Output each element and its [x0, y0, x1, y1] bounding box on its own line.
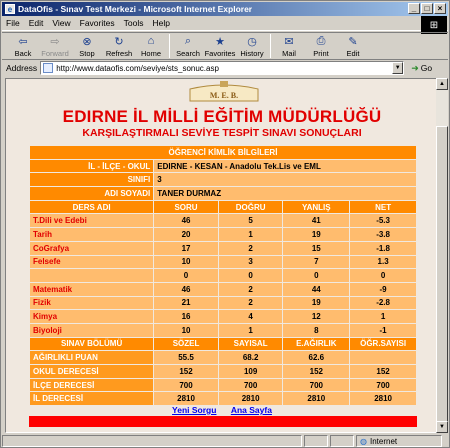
menu-view[interactable]: View: [52, 18, 71, 28]
favorites-button[interactable]: ★ Favorites: [204, 35, 236, 58]
cell-yanlis: 8: [283, 324, 349, 337]
column-header: YANLIŞ: [283, 201, 349, 214]
column-header: SINAV BÖLÜMÜ: [30, 338, 153, 351]
status-bar: [2, 434, 448, 448]
vertical-scrollbar[interactable]: [436, 78, 448, 433]
column-header: NET: [350, 201, 416, 214]
print-icon: ⎙: [316, 34, 326, 47]
cell-net: 0: [350, 269, 416, 282]
cell-soru: 0: [154, 269, 218, 282]
search-icon: ⌕: [184, 34, 192, 47]
mail-icon: ✉: [284, 35, 294, 48]
favorites-icon: ★: [215, 35, 225, 48]
window-controls: [408, 3, 446, 14]
cell-soru: 16: [154, 310, 218, 323]
identity-value: EDIRNE - KESAN - Anadolu Tek.Lis ve EML: [154, 160, 416, 173]
meb-logo: [186, 81, 262, 103]
table-row: [30, 297, 416, 310]
status-secure: [330, 435, 354, 447]
subject-name: Biyoloji: [30, 324, 153, 337]
cell-eagirlik: 700: [283, 379, 349, 392]
page-content: [5, 78, 437, 433]
cell-sayisal: 700: [219, 379, 283, 392]
history-icon: ◷: [247, 35, 257, 48]
column-header: SORU: [154, 201, 218, 214]
home-button[interactable]: ⌂ Home: [140, 35, 161, 58]
cell-yanlis: 15: [283, 242, 349, 255]
forward-arrow-icon: ⇨: [50, 35, 60, 48]
identity-title: ÖĞRENCİ KİMLİK BİLGİLERİ: [30, 146, 416, 159]
status-text: [2, 435, 302, 447]
results-table: [29, 145, 417, 406]
cell-ogrsayisi: 152: [350, 365, 416, 378]
stop-icon: ⊗: [82, 35, 92, 48]
cell-dogru: 2: [219, 283, 283, 296]
scroll-up-button[interactable]: ▲: [436, 78, 448, 90]
table-row: [30, 310, 416, 323]
column-header: ÖĞR.SAYISI: [350, 338, 416, 351]
cell-ogrsayisi: 2810: [350, 392, 416, 405]
menu-bar: [2, 16, 448, 31]
subject-name: Felsefe: [30, 256, 153, 269]
menu-favorites[interactable]: Favorites: [79, 18, 115, 28]
scroll-down-button[interactable]: ▼: [436, 421, 448, 433]
column-header: DERS ADI: [30, 201, 153, 214]
subject-name: [30, 269, 153, 282]
table-row: [30, 256, 416, 269]
windows-logo-icon: ⊞: [421, 16, 447, 34]
page-subheading: KARŞILAŞTIRMALI SEVİYE TESPİT SINAVI SONUÇLARI: [82, 127, 362, 139]
cell-dogru: 1: [219, 324, 283, 337]
identity-value: 3: [154, 173, 416, 186]
cell-yanlis: 19: [283, 297, 349, 310]
new-query-link[interactable]: Yeni Sorgu: [172, 405, 217, 415]
history-button[interactable]: ◷ History: [240, 35, 264, 58]
table-row: [30, 283, 416, 296]
title-bar[interactable]: [2, 2, 448, 16]
cell-net: -5.3: [350, 214, 416, 227]
table-row: [30, 351, 416, 364]
cell-ogrsayisi: 700: [350, 379, 416, 392]
scroll-thumb[interactable]: [436, 126, 448, 426]
search-button[interactable]: ⌕ Search: [176, 34, 200, 58]
address-dropdown-button[interactable]: ▼: [392, 62, 403, 74]
summary-label: İLÇE DERECESİ: [30, 379, 153, 392]
edit-button[interactable]: ✎ Edit: [346, 35, 360, 58]
cell-yanlis: 0: [283, 269, 349, 282]
cell-net: 1: [350, 310, 416, 323]
cell-net: 1.3: [350, 256, 416, 269]
cell-dogru: 1: [219, 228, 283, 241]
cell-sozel: 2810: [154, 392, 218, 405]
logo-text: M. E. B.: [209, 91, 239, 100]
mail-button[interactable]: ✉ Mail: [282, 35, 296, 58]
menu-edit[interactable]: Edit: [28, 18, 44, 28]
cell-net: -1: [350, 324, 416, 337]
refresh-icon: ↻: [114, 35, 124, 48]
identity-label: İL - İLÇE - OKUL: [30, 160, 153, 173]
cell-sozel: 152: [154, 365, 218, 378]
nav-links: [6, 405, 437, 415]
address-url: http://www.dataofis.com/seviye/sts_sonuc.asp: [56, 63, 219, 73]
cell-dogru: 5: [219, 214, 283, 227]
identity-label: ADI SOYADI: [30, 187, 153, 200]
menu-file[interactable]: File: [6, 18, 20, 28]
subject-name: Kimya: [30, 310, 153, 323]
summary-label: AĞIRLIKLI PUAN: [30, 351, 153, 364]
summary-label: OKUL DERECESİ: [30, 365, 153, 378]
table-row: [30, 242, 416, 255]
maximize-button[interactable]: □: [421, 3, 433, 14]
zone-label: Internet: [369, 436, 398, 446]
cell-soru: 21: [154, 297, 218, 310]
cell-dogru: 2: [219, 242, 283, 255]
cell-net: -2.8: [350, 297, 416, 310]
home-page-link[interactable]: Ana Sayfa: [230, 405, 272, 415]
home-icon: ⌂: [147, 35, 155, 47]
cell-sozel: 55.5: [154, 351, 218, 364]
ie-icon: e: [5, 4, 15, 14]
table-row: [30, 365, 416, 378]
cell-net: -9: [350, 283, 416, 296]
back-button[interactable]: ⇦ Back: [14, 35, 32, 58]
column-header: E.AĞIRLIK: [283, 338, 349, 351]
identity-label: SINIFI: [30, 173, 153, 186]
cell-eagirlik: 152: [283, 365, 349, 378]
cell-yanlis: 12: [283, 310, 349, 323]
globe-icon: ◍: [360, 436, 367, 446]
table-row: [30, 228, 416, 241]
subject-name: CoGrafya: [30, 242, 153, 255]
cell-net: -3.8: [350, 228, 416, 241]
cell-sayisal: 2810: [219, 392, 283, 405]
cell-soru: 10: [154, 256, 218, 269]
forward-button[interactable]: ⇨ Forward: [41, 35, 69, 58]
cell-ogrsayisi: [350, 351, 416, 364]
minimize-button[interactable]: _: [408, 3, 420, 14]
cell-soru: 20: [154, 228, 218, 241]
cell-sozel: 700: [154, 379, 218, 392]
address-label: Address: [6, 63, 38, 73]
toolbar-separator: [169, 34, 170, 58]
identity-value: TANER DURMAZ: [154, 187, 416, 200]
stop-button[interactable]: ⊗ Stop: [79, 35, 95, 58]
address-input[interactable]: [40, 61, 404, 75]
cell-net: -1.8: [350, 242, 416, 255]
cell-yanlis: 7: [283, 256, 349, 269]
subject-name: T.Dili ve Edebi: [30, 214, 153, 227]
column-header: SÖZEL: [154, 338, 218, 351]
subject-name: Tarih: [30, 228, 153, 241]
go-button[interactable]: ➜ Go: [411, 62, 433, 73]
address-bar: [2, 60, 448, 76]
menu-help[interactable]: Help: [152, 18, 170, 28]
window-title: DataOfis - Sınav Test Merkezi - Microsoft Internet Explorer: [18, 4, 253, 14]
refresh-button[interactable]: ↻ Refresh: [105, 35, 133, 58]
cell-yanlis: 41: [283, 214, 349, 227]
table-row: [30, 214, 416, 227]
edit-icon: ✎: [348, 35, 358, 48]
print-button[interactable]: ⎙ Print: [313, 34, 329, 58]
cell-soru: 10: [154, 324, 218, 337]
summary-header-row: [30, 338, 416, 351]
cell-dogru: 0: [219, 269, 283, 282]
status-zone: [356, 435, 442, 447]
page-icon: [43, 63, 53, 73]
table-row: [30, 324, 416, 337]
table-row: [30, 269, 416, 282]
column-header: DOĞRU: [219, 201, 283, 214]
cell-eagirlik: 2810: [283, 392, 349, 405]
summary-label: İL DERECESİ: [30, 392, 153, 405]
subject-name: Fizik: [30, 297, 153, 310]
status-progress: [304, 435, 328, 447]
column-header: SAYISAL: [219, 338, 283, 351]
footer-bar: [29, 416, 417, 427]
cell-yanlis: 44: [283, 283, 349, 296]
back-arrow-icon: ⇦: [18, 35, 28, 48]
cell-sayisal: 68.2: [219, 351, 283, 364]
cell-dogru: 2: [219, 297, 283, 310]
cell-sayisal: 109: [219, 365, 283, 378]
table-row: [30, 379, 416, 392]
subjects-header-row: [30, 201, 416, 214]
cell-dogru: 4: [219, 310, 283, 323]
menu-tools[interactable]: Tools: [123, 18, 144, 28]
cell-eagirlik: 62.6: [283, 351, 349, 364]
toolbar-separator: [270, 34, 271, 58]
cell-dogru: 3: [219, 256, 283, 269]
close-button[interactable]: ×: [434, 3, 446, 14]
table-row: [30, 392, 416, 405]
go-arrow-icon: ➜: [411, 62, 419, 73]
toolbar: [2, 32, 448, 60]
cell-soru: 17: [154, 242, 218, 255]
page-heading: EDIRNE İL MİLLİ EĞİTİM MÜDÜRLÜĞÜ: [62, 107, 382, 126]
subject-name: Matematik: [30, 283, 153, 296]
cell-soru: 46: [154, 214, 218, 227]
cell-yanlis: 19: [283, 228, 349, 241]
cell-soru: 46: [154, 283, 218, 296]
